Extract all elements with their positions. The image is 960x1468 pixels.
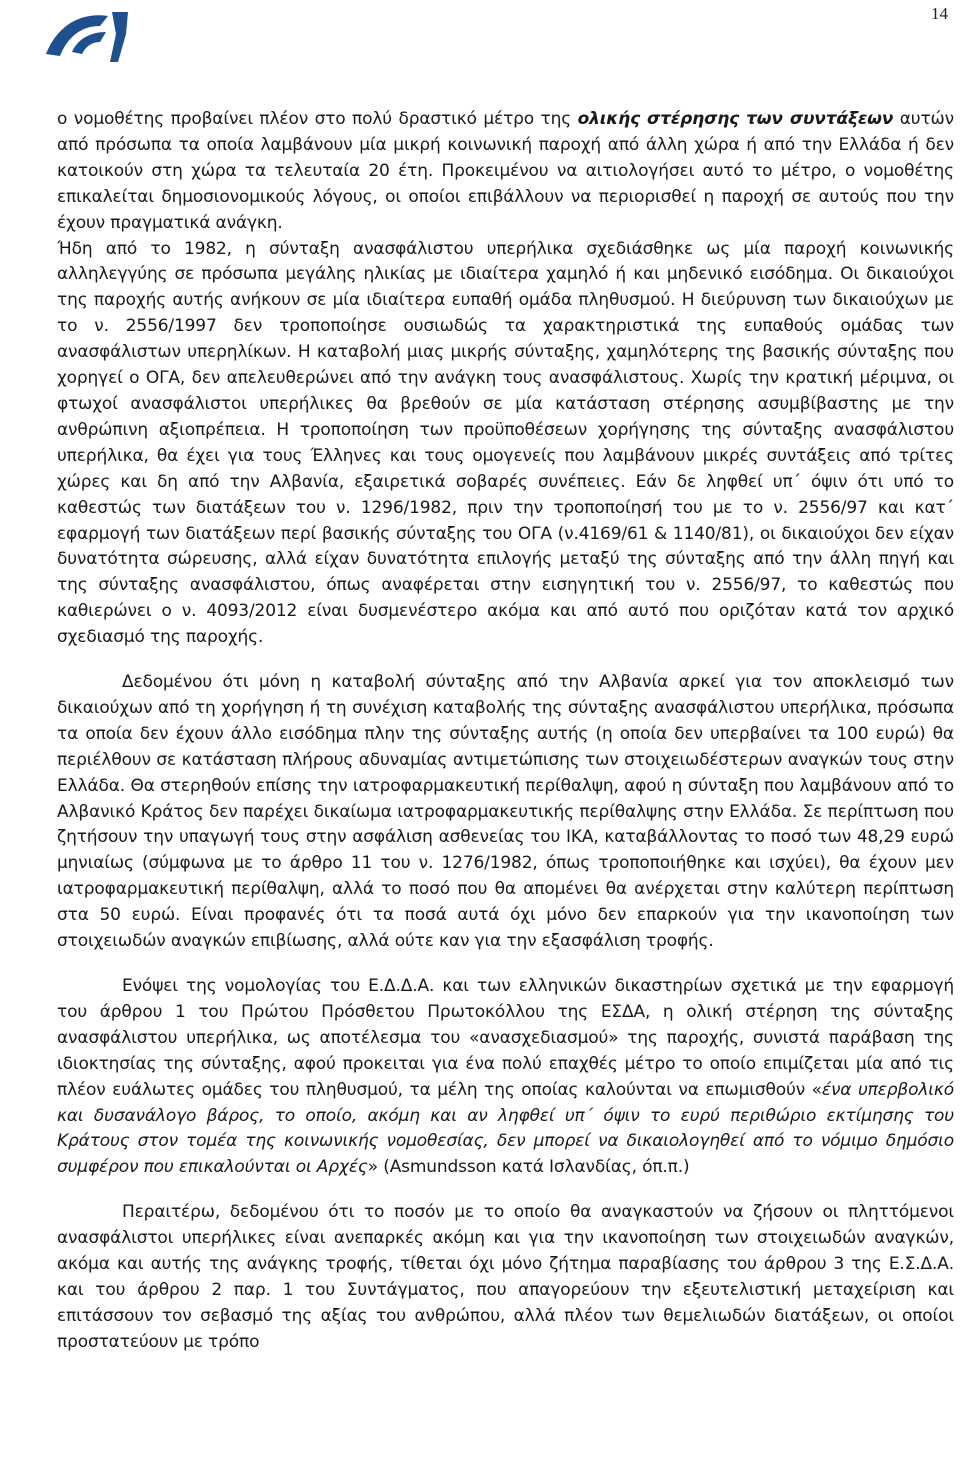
paragraph-1-part-a: ο νομοθέτης προβαίνει πλέον στο πολύ δραστικό μέτρο της [57, 109, 578, 129]
paragraph-3: Δεδομένου ότι μόνη η καταβολή σύνταξης από την Αλβανία αρκεί για τον αποκλεισμό των δικαιούχων από τη χορήγηση ή τη συνέχιση καταβολής της σύνταξης ανασφάλιστου υπερήλικα, πρόσωπα τα οποία δεν έχουν άλλο εισόδημα πλην της σύνταξης αυτής (η οποία δεν υπερβαίνει τα 100 ευρώ) θα περιέλθουν σε κατάσταση πλήρους αδυναμίας αντιμετώπισης των στοιχειωδέστερων αναγκών τους στην Ελλάδα. Θα στερηθούν επίσης την ιατροφαρμακευτική περίθαλψη, αφού η σύνταξη που λαμβάνουν από το Αλβανικό Κράτος δεν παρέχει δικαίωμα ιατροφαρμακευτικής περίθαλψης στην Ελλάδα. Σε περίπτωση που ζητήσουν την υπαγωγή τους στην ασφάλιση ασθενείας του ΙΚΑ, καταβάλλοντας το ποσό των 48,29 ευρώ μηνιαίως (σύμφωνα με το άρθρο 11 του ν. 1276/1982, όπως τροποποιήθηκε και ισχύει), θα έχουν μεν ιατροφαρμακευτική περίθαλψη, αλλά το ποσό που θα απομένει θα ανέρχεται στην καλύτερη περίπτωση στα 50 ευρώ. Είναι προφανές ότι τα ποσά αυτά όχι μόνο δεν επαρκούν για την ικανοποίηση των στοιχειωδών αναγκών επιβίωσης, αλλά ούτε καν για την εξασφάλιση τροφής. [57, 672, 954, 952]
paragraph-2: Ήδη από το 1982, η σύνταξη ανασφάλιστου υπερήλικα σχεδιάσθηκε ως μία παροχή κοινωνικής αλληλεγγύης σε πρόσωπα μεγάλης ηλικίας με ιδιαίτερα χαμηλό ή και μηδενικό εισόδημα. Οι δικαιούχοι της παροχής αυτής ανήκουν σε μία ιδιαίτερα ευπαθή ομάδα πληθυσμού. Η διεύρυνση των δικαιούχων με το ν. 2556/1997 δεν τροποποίησε ουσιωδώς τα χαρακτηριστικά της ευπαθούς ομάδας των ανασφάλιστων υπερηλίκων. Η καταβολή μιας μικρής σύνταξης, χαμηλότερης της βασικής σύνταξης που χορηγεί ο ΟΓΑ, δεν απελευθερώνει από την ανάγκη τους ανασφάλιστους. Χωρίς την κρατική μέριμνα, οι φτωχοί ανασφάλιστοι υπερήλικες θα βρεθούν σε μία κατάσταση στέρησης ασυμβίβαστης με την ανθρώπινη αξιοπρέπεια. Η τροποποίηση των προϋποθέσεων χορήγησης της σύνταξης ανασφάλιστου υπερήλικα, θα έχει για τους Έλληνες και τους ομογενείς που λαμβάνουν μικρές συντάξεις από τρίτες χώρες και δη από την Αλβανία, εξαιρετικά σοβαρές συνέπειες. Εάν δε ληφθεί υπ΄ όψιν ότι υπό το καθεστώς των διατάξεων του ν. 1296/1982, πριν την τροποποίησή του με το ν. 2556/97 και κατ΄ εφαρμογή των διατάξεων περί βασικής σύνταξης του ΟΓΑ (ν.4169/61 & 1140/81), οι δικαιούχοι δεν είχαν δυνατότητα σώρευσης, αλλά είχαν δυνατότητα επιλογής μεταξύ της σύνταξης από την άλλη πηγή και της σύνταξης ανασφάλιστου, όπως αναφέρεται στην εισηγητική του ν. 2556/97, το καθεστώς που καθιερώνει ο ν. 4093/2012 είναι δυσμενέστερο ακόμα και από αυτό που οριζόταν κατά τον αρχικό σχεδιασμό της παροχής. [57, 238, 954, 648]
paragraph-1-emphasis: ολικής στέρησης των συντάξεων [577, 109, 894, 129]
paragraph-1-part-c: αυτών από πρόσωπα τα οποία λαμβάνουν μία μικρή κοινωνική παροχή από άλλη χώρα ή από την Ελλάδα ή δεν κατοικούν στη χώρα τα τελευταία 20 έτη. Προκειμένου να αιτιολογήσει αυτό το μέτρο, ο νομοθέτης επικαλείται δημοσιονομικούς λόγους, οι οποίοι επιβάλλουν να περιορισθεί η παροχή σε αυτούς που την έχουν πραγματικά ανάγκη. [57, 109, 954, 233]
page-number: 14 [931, 4, 948, 23]
paragraph-4-citation: » (Asmundsson κατά Ισλανδίας, όπ.π.) [367, 1157, 690, 1178]
paragraph-1 [57, 107, 954, 237]
paragraph-4-quote: ένα υπερβολικό και δυσανάλογο βάρος, το οποίο, ακόμη και αν ληφθεί υπ΄ όψιν το ευρύ περιθώριο εκτίμησης του Κράτους στον τομέα της κοινωνικής νομοθεσίας, δεν μπορεί να δικαιολογηθεί από το νόμιμο δημόσιο συμφέρον που επικαλούνται οι Αρχές [57, 1079, 955, 1178]
paragraph-5: Περαιτέρω, δεδομένου ότι το ποσόν με το οποίο θα αναγκαστούν να ζήσουν οι πληττόμενοι ανασφάλιστοι υπερήλικες είναι ανεπαρκές ακόμη και για την ικανοποίηση των στοιχειωδών αναγκών, ακόμα και αυτής της ανάγκης τροφής, τίθεται όχι μόνο ζήτημα παραβίασης του άρθρου 3 της Ε.Σ.Δ.Α. και του άρθρου 2 παρ. 1 του Συντάγματος, που απαγορεύουν την εξευτελιστική μεταχείριση και επιτάσσουν τον σεβασμό της αξίας του ανθρώπου, αλλά πλέον των θεμελιωδών διατάξεων, οι οποίοι προστατεύουν με τρόπο [57, 1202, 954, 1352]
document-body [57, 107, 954, 1356]
paragraph-4 [57, 974, 954, 1181]
publisher-logo-icon [42, 4, 142, 64]
paragraph-4-part-a: Ενόψει της νομολογίας του Ε.Δ.Δ.Α. και των ελληνικών δικαστηρίων σχετικά με την εφαρμογή του άρθρου 1 του Πρώτου Πρόσθετου Πρωτοκόλλου της ΕΣΔΑ, η ολική στέρηση της σύνταξης ανασφάλιστου υπερήλικα, ως αποτέλεσμα του «ανασχεδιασμού» της παροχής, συνιστά παράβαση της ιδιοκτησίας της σύνταξης, αφού προκειται για ένα πολύ επαχθές μέτρο το οποίο επιμίζεται μία από τις πλέον ευάλωτες ομάδες του πληθυσμού, τα μέλη της οποίας καλούνται να επωμισθούν « [57, 976, 954, 1100]
